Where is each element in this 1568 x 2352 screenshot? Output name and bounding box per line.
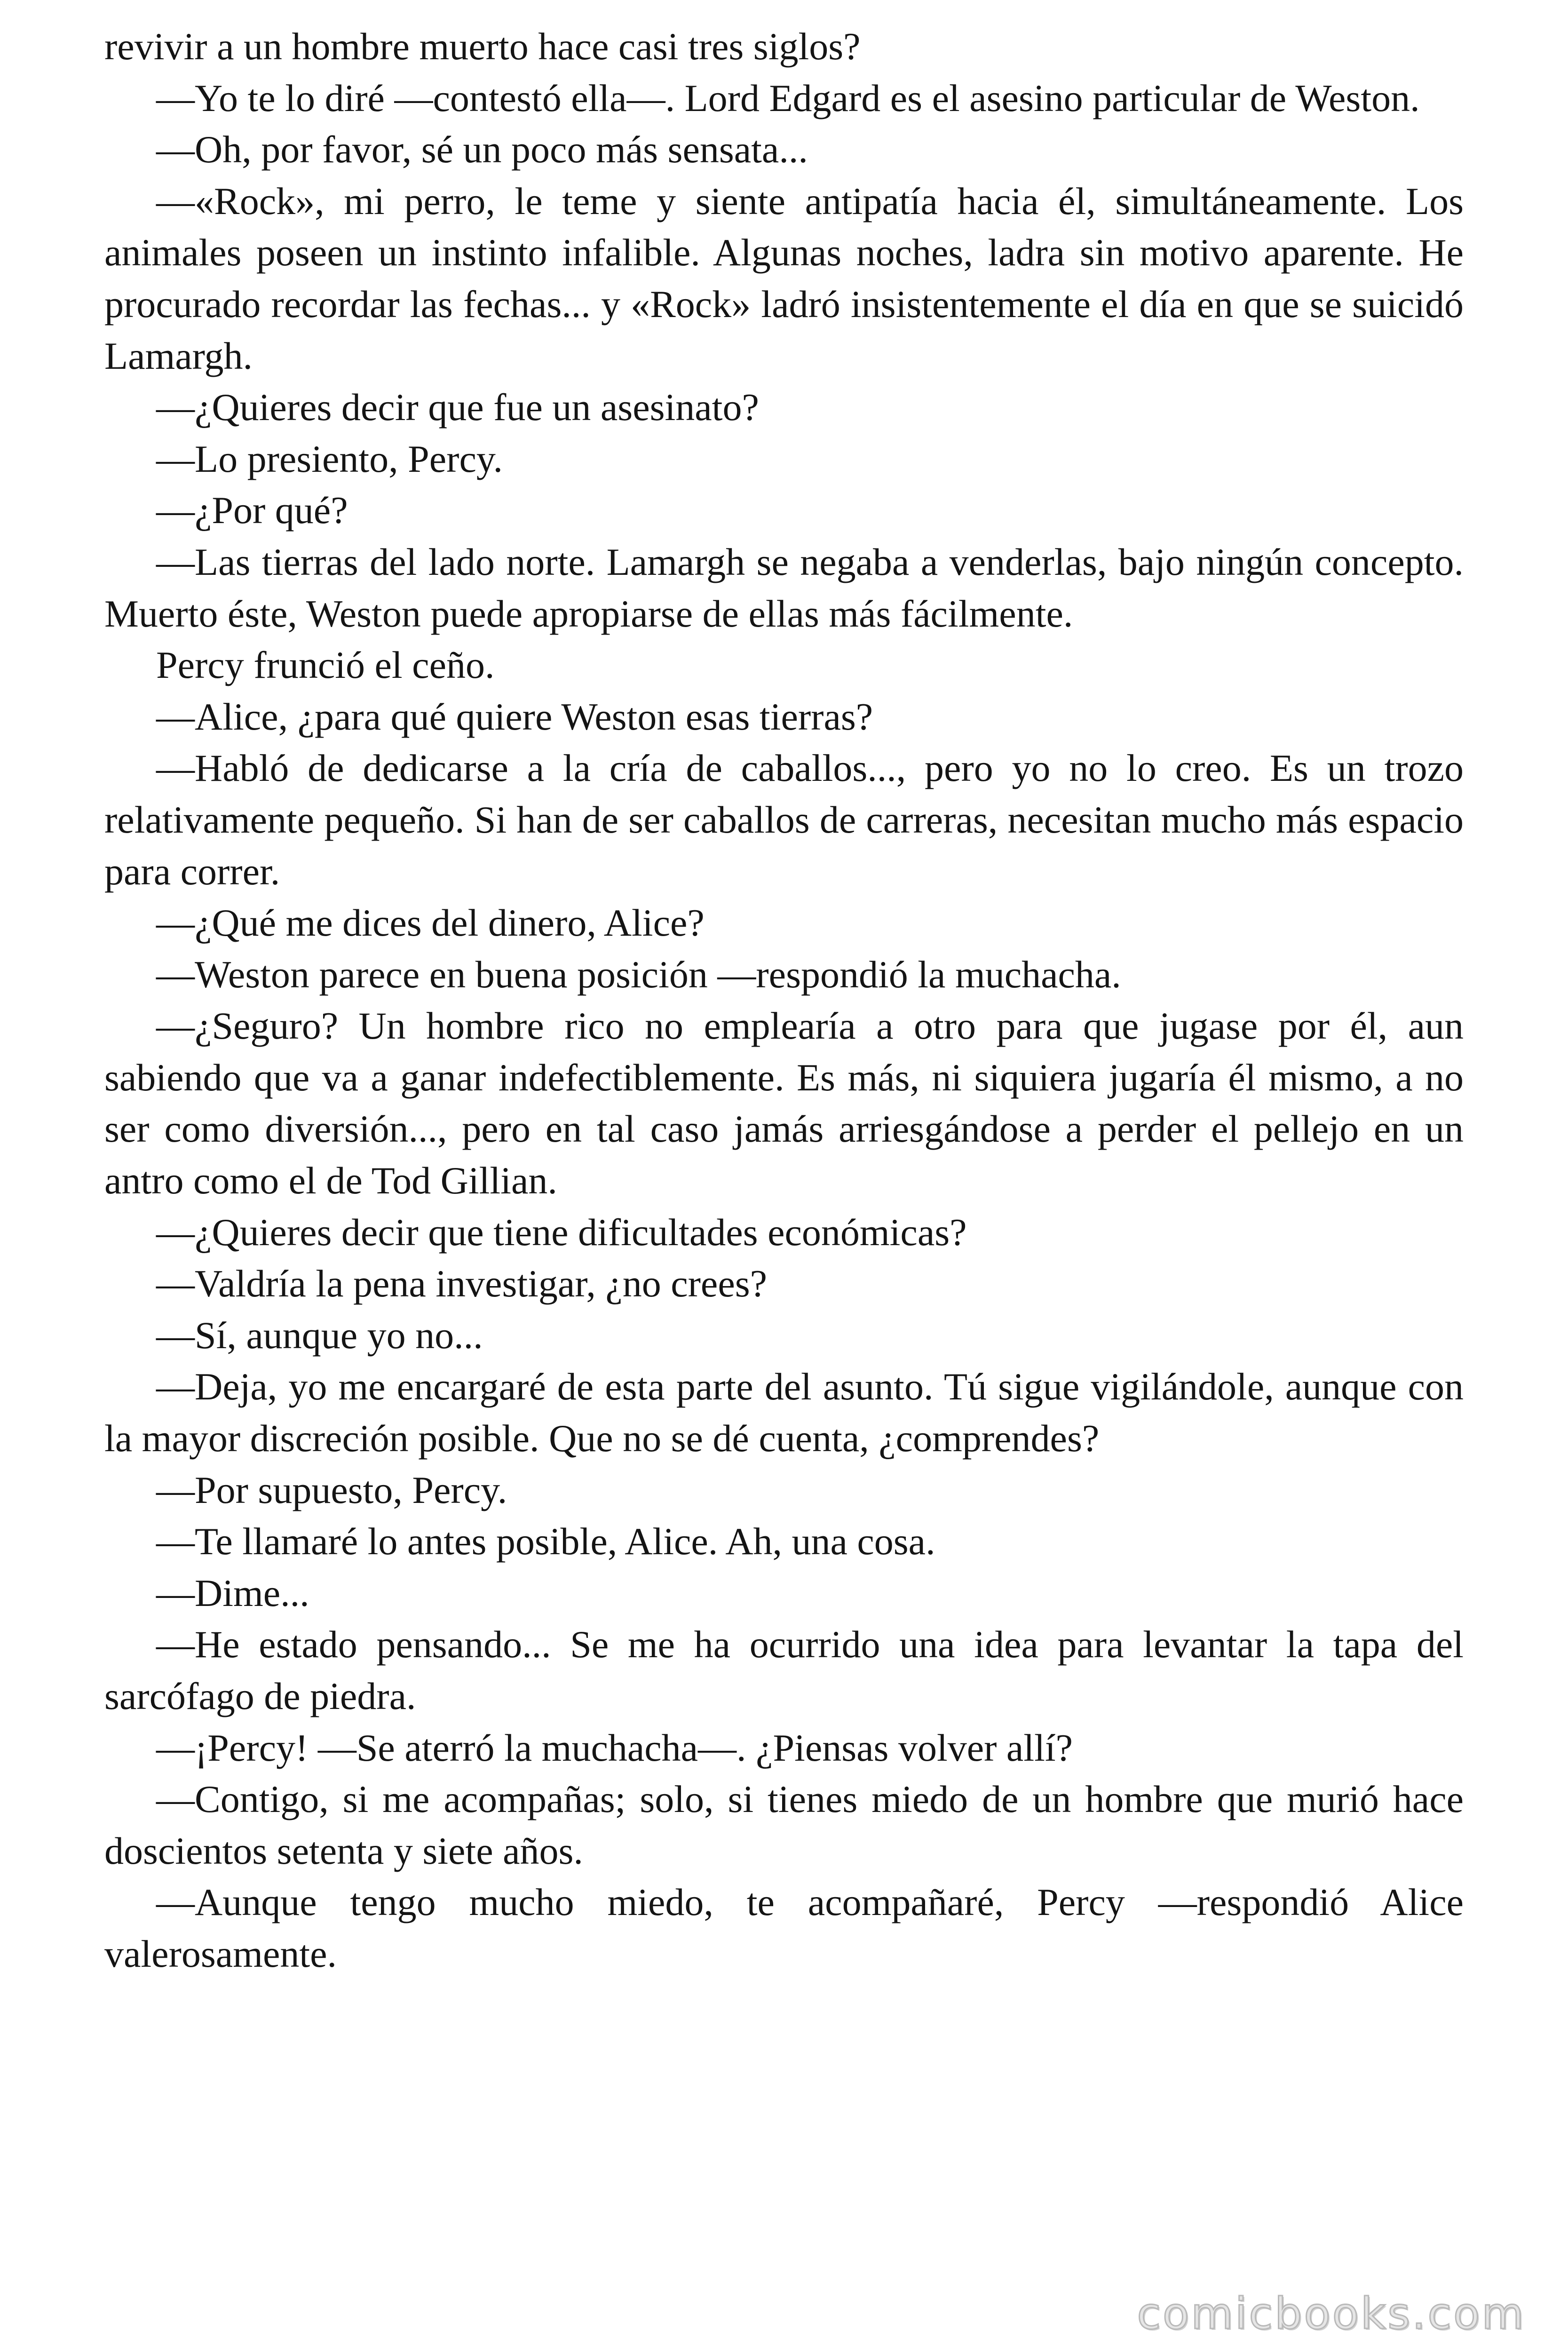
page-body-text: [104, 21, 1464, 1980]
paragraph: —¿Qué me dices del dinero, Alice?: [156, 901, 705, 945]
paragraph: —Dime...: [156, 1571, 309, 1614]
paragraph: —He estado pensando... Se me ha ocurrido una idea para levantar la tapa del sarcófago de piedra.: [104, 1623, 1464, 1717]
paragraph: —Oh, por favor, sé un poco más sensata...: [156, 128, 808, 171]
paragraph: —Valdría la pena investigar, ¿no crees?: [156, 1262, 768, 1305]
paragraph: —Las tierras del lado norte. Lamargh se negaba a venderlas, bajo ningún concepto. Muerto éste, Weston puede apropiarse de ellas más fácilmente.: [104, 540, 1464, 635]
paragraph: —¡Percy! —Se aterró la muchacha—. ¿Piensas volver allí?: [156, 1726, 1073, 1769]
paragraph: —Lo presiento, Percy.: [156, 437, 503, 480]
paragraph: —Deja, yo me encargaré de esta parte del asunto. Tú sigue vigilándole, aunque con la mayor discreción posible. Que no se dé cuenta, ¿comprendes?: [104, 1365, 1464, 1460]
paragraph: —¿Por qué?: [156, 489, 348, 532]
paragraph: Percy frunció el ceño.: [156, 644, 495, 687]
paragraph: —Weston parece en buena posición —respondió la muchacha.: [156, 953, 1121, 996]
paragraph: —Aunque tengo mucho miedo, te acompañaré, Percy —respondió Alice valerosamente.: [104, 1881, 1464, 1975]
paragraph: —Yo te lo diré —contestó ella—. Lord Edgard es el asesino particular de Weston.: [156, 76, 1420, 119]
paragraph: —«Rock», mi perro, le teme y siente antipatía hacia él, simultáneamente. Los animales poseen un instinto infalible. Algunas noches, ladra sin motivo aparente. He procurado recordar las fechas... y «Rock» ladró insistentemente el día en que se suicidó Lamargh.: [104, 179, 1464, 377]
paragraph: —Contigo, si me acompañas; solo, si tienes miedo de un hombre que murió hace doscientos setenta y siete años.: [104, 1778, 1464, 1872]
paragraph: —Por supuesto, Percy.: [156, 1468, 507, 1511]
paragraph: —Te llamaré lo antes posible, Alice. Ah, una cosa.: [156, 1520, 935, 1563]
paragraph: —Habló de dedicarse a la cría de caballos..., pero yo no lo creo. Es un trozo relativamente pequeño. Si han de ser caballos de carreras, necesitan mucho más espacio para correr.: [104, 747, 1464, 893]
paragraph: revivir a un hombre muerto hace casi tres siglos?: [104, 25, 861, 68]
paragraph: —¿Quieres decir que tiene dificultades económicas?: [156, 1210, 967, 1254]
watermark: comicbooks.com: [1137, 2288, 1526, 2339]
paragraph: —¿Seguro? Un hombre rico no emplearía a otro para que jugase por él, aun sabiendo que va a ganar indefectiblemente. Es más, ni siquiera jugaría él mismo, a no ser como diversión..., pero en tal caso jamás arriesgándose a perder el pellejo en un antro como el de Tod Gillian.: [104, 1004, 1464, 1202]
paragraph: —¿Quieres decir que fue un asesinato?: [156, 386, 759, 429]
paragraph: —Alice, ¿para qué quiere Weston esas tierras?: [156, 695, 873, 738]
paragraph: —Sí, aunque yo no...: [156, 1313, 483, 1357]
